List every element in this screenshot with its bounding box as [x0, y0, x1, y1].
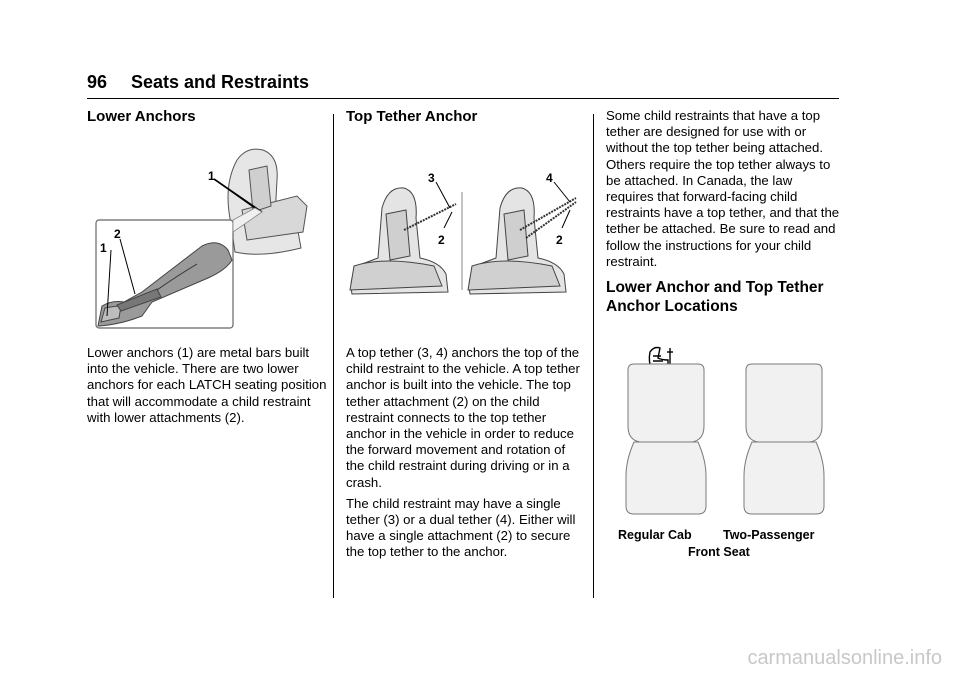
section-title: Seats and Restraints	[131, 72, 310, 92]
top-tether-illustration	[344, 168, 584, 298]
seat-dual-tether-drawing	[468, 188, 566, 294]
column-anchor-locations	[606, 108, 842, 316]
callout-3: 3	[428, 171, 435, 185]
regular-cab-seat	[626, 364, 706, 514]
lower-anchors-paragraph: Lower anchors (1) are metal bars built into the vehicle. There are two lower anchors for each LATCH seating position that will accommodate a child restraint with lower attachments (2).	[87, 345, 327, 425]
column-top-tether	[346, 108, 582, 126]
lower-anchor-illustration	[87, 140, 327, 334]
caption-two-passenger: Two-Passenger	[723, 528, 815, 542]
callout-2-right: 2	[556, 233, 563, 247]
column-divider	[333, 114, 334, 598]
watermark: carmanualsonline.info	[747, 647, 942, 669]
heading-anchor-locations: Lower Anchor and Top Tether Anchor Locations	[606, 279, 824, 316]
child-seat-drawing	[228, 149, 307, 254]
caption-regular-cab: Regular Cab	[618, 528, 692, 542]
callout-1-top: 1	[208, 169, 215, 183]
col2-text	[346, 345, 582, 566]
heading-lower-anchors: Lower Anchors	[87, 108, 196, 125]
seat-single-tether-drawing	[350, 188, 448, 294]
seat-locations-diagram	[606, 340, 842, 526]
callout-1-inset: 1	[100, 241, 107, 255]
page-number: 96	[87, 72, 108, 92]
col1-text	[87, 345, 327, 431]
callout-2-left: 2	[438, 233, 445, 247]
callout-2-inset: 2	[114, 227, 121, 241]
caption-front-seat: Front Seat	[688, 545, 750, 559]
heading-top-tether: Top Tether Anchor	[346, 108, 478, 125]
column-divider	[593, 114, 594, 598]
page-header	[87, 70, 839, 99]
top-tether-paragraph-1: A top tether (3, 4) anchors the top of the child restraint to the vehicle. A top tether anchor is built into the vehicle. The top tether attachment (2) on the child restraint connects to the top tether anchor in the vehicle in order to reduce the forward movement and rotation of the child restraint during driving or in a crash.	[346, 345, 580, 490]
callout-4: 4	[546, 171, 553, 185]
top-tether-paragraph-2: The child restraint may have a single tether (3) or a dual tether (4). Either will have a single attachment (2) to secure the top tether to the anchor.	[346, 495, 576, 560]
column-lower-anchors	[87, 108, 327, 126]
tether-requirements-paragraph: Some child restraints that have a top tether are designed for use with or without the top tether being attached. Others require the top tether always to be attached. In Canada, the law requires that forward-facing child restraints have a top tether, and that the tether be attached. Be sure to read and follow the instructions for your child restraint.	[606, 108, 840, 269]
two-passenger-seat	[744, 364, 824, 514]
